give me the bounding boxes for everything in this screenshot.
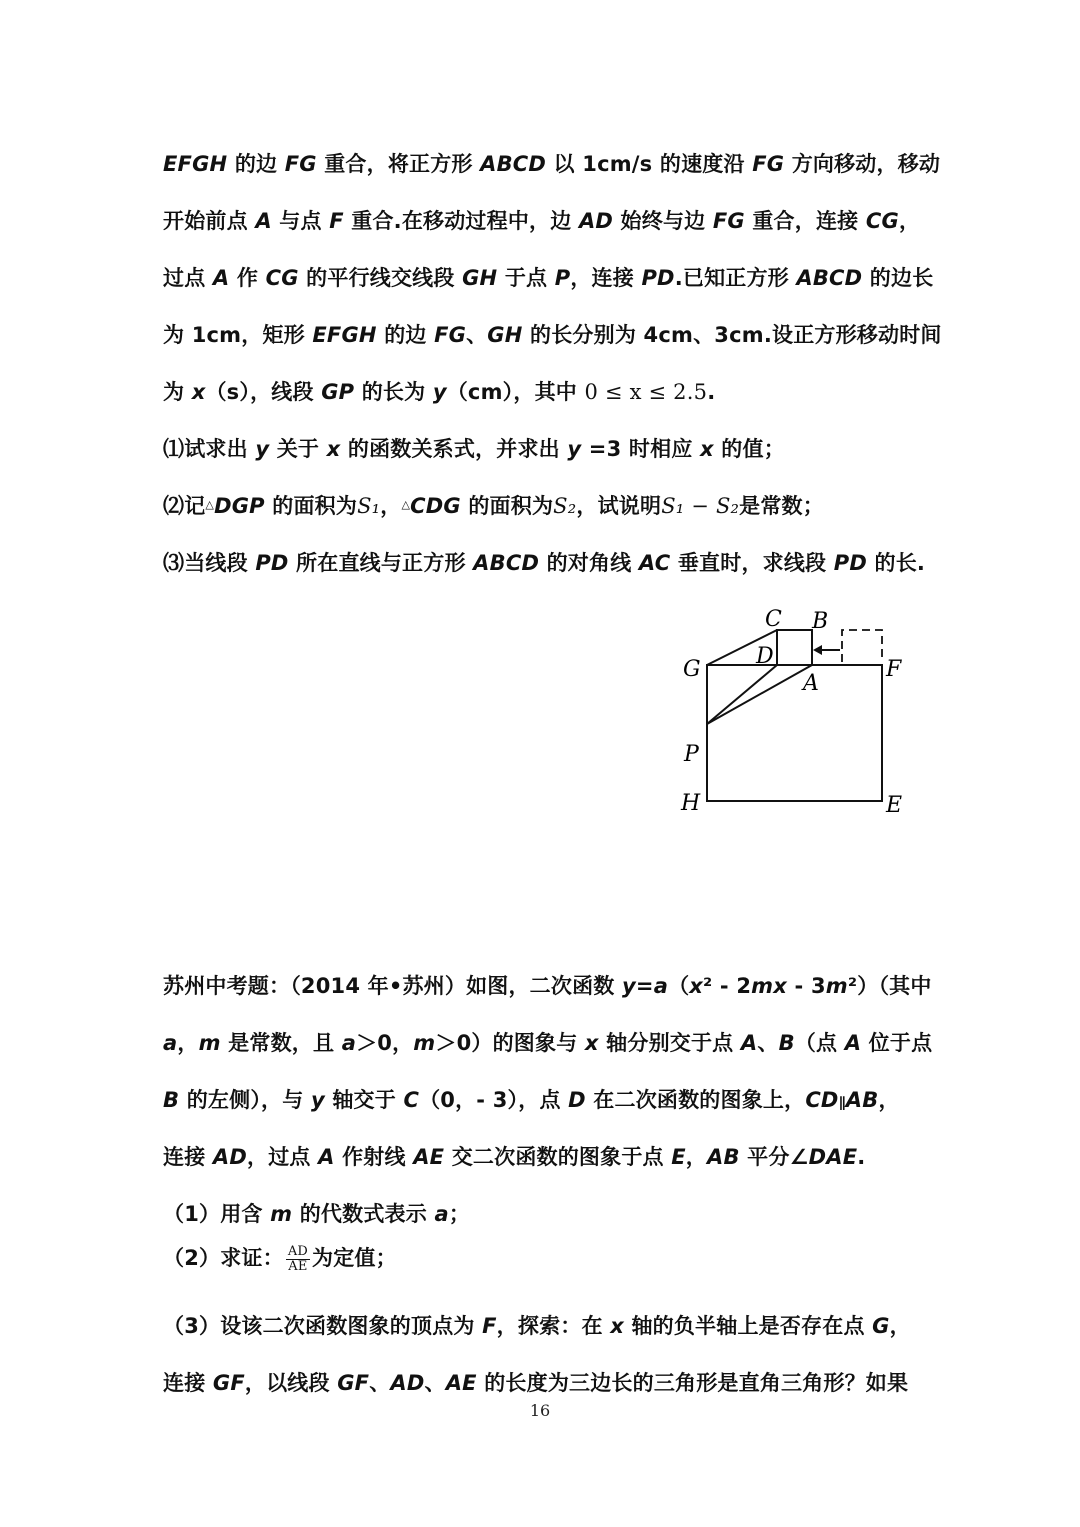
p2-question-1: （1）用含 m 的代数式表示 a； — [163, 1202, 471, 1226]
p2-line-3: B 的左侧），与 y 轴交于 C（0，- 3），点 D 在二次函数的图象上，CD∥AB， — [163, 1088, 900, 1112]
arrow-head — [813, 645, 822, 655]
p1-line-1: EFGH 的边 FG 重合，将正方形 ABCD 以 1cm/s 的速度沿 FG 方向移动，移动 — [163, 152, 941, 176]
label-g: G — [683, 657, 701, 682]
p1-line-4: 为 1cm，矩形 EFGH 的边 FG、GH 的长分别为 4cm、3cm.设正方形移动时间 — [163, 323, 942, 347]
p2-line-1: 苏州中考题：（2014 年•苏州）如图，二次函数 y=a（x² - 2mx - 3m²）（其中 — [163, 974, 932, 998]
label-d: D — [756, 644, 774, 669]
p2-line-5: 连接 GF，以线段 GF、AD、AE 的长度为三边长的三角形是直角三角形？如果 — [163, 1371, 909, 1395]
label-b: B — [812, 609, 829, 634]
geometry-figure — [670, 600, 920, 825]
p1-line-3: 过点 A 作 CG 的平行线交线段 GH 于点 P，连接 PD.已知正方形 ABCD 的边长 — [163, 266, 934, 290]
label-h: H — [681, 791, 701, 816]
p2-line-2: a，m 是常数，且 a＞0，m＞0）的图象与 x 轴分别交于点 A、B（点 A 位于点 — [163, 1031, 933, 1055]
rectangle-efgh — [707, 665, 882, 801]
square-abcd — [777, 630, 812, 665]
p2-question-3: （3）设该二次函数图象的顶点为 F，探索：在 x 轴的负半轴上是否存在点 G， — [163, 1314, 911, 1338]
p2-line-4: 连接 AD，过点 A 作射线 AE 交二次函数的图象于点 E，AB 平分∠DAE. — [163, 1145, 866, 1169]
p1-question-2: ⑵记△DGP 的面积为S₁，△CDG 的面积为S₂，试说明S₁ − S₂是常数； — [163, 494, 824, 518]
p1-line-5: 为 x（s），线段 GP 的长为 y（cm），其中 0 ≤ x ≤ 2.5. — [163, 380, 716, 404]
label-a: A — [803, 671, 819, 696]
segment-ap — [707, 665, 812, 724]
p1-question-3: ⑶当线段 PD 所在直线与正方形 ABCD 的对角线 AC 垂直时，求线段 PD 的长. — [163, 551, 926, 575]
label-c: C — [765, 607, 782, 632]
dashed-square — [842, 630, 882, 662]
label-e: E — [886, 793, 903, 818]
p1-line-2: 开始前点 A 与点 F 重合.在移动过程中，边 AD 始终与边 FG 重合，连接 CG， — [163, 209, 921, 233]
p1-question-1: ⑴试求出 y 关于 x 的函数关系式，并求出 y =3 时相应 x 的值； — [163, 437, 785, 461]
label-f: F — [886, 657, 902, 682]
p2-question-2: （2）求证： $\frac{AD}{AE}$ 为定值； — [163, 1243, 397, 1274]
fraction-ad-over-ae: $\frac{AD}{AE}$ — [287, 1243, 309, 1274]
page-number: 16 — [529, 1401, 551, 1420]
segment-pd — [707, 665, 777, 724]
label-p: P — [684, 742, 699, 767]
